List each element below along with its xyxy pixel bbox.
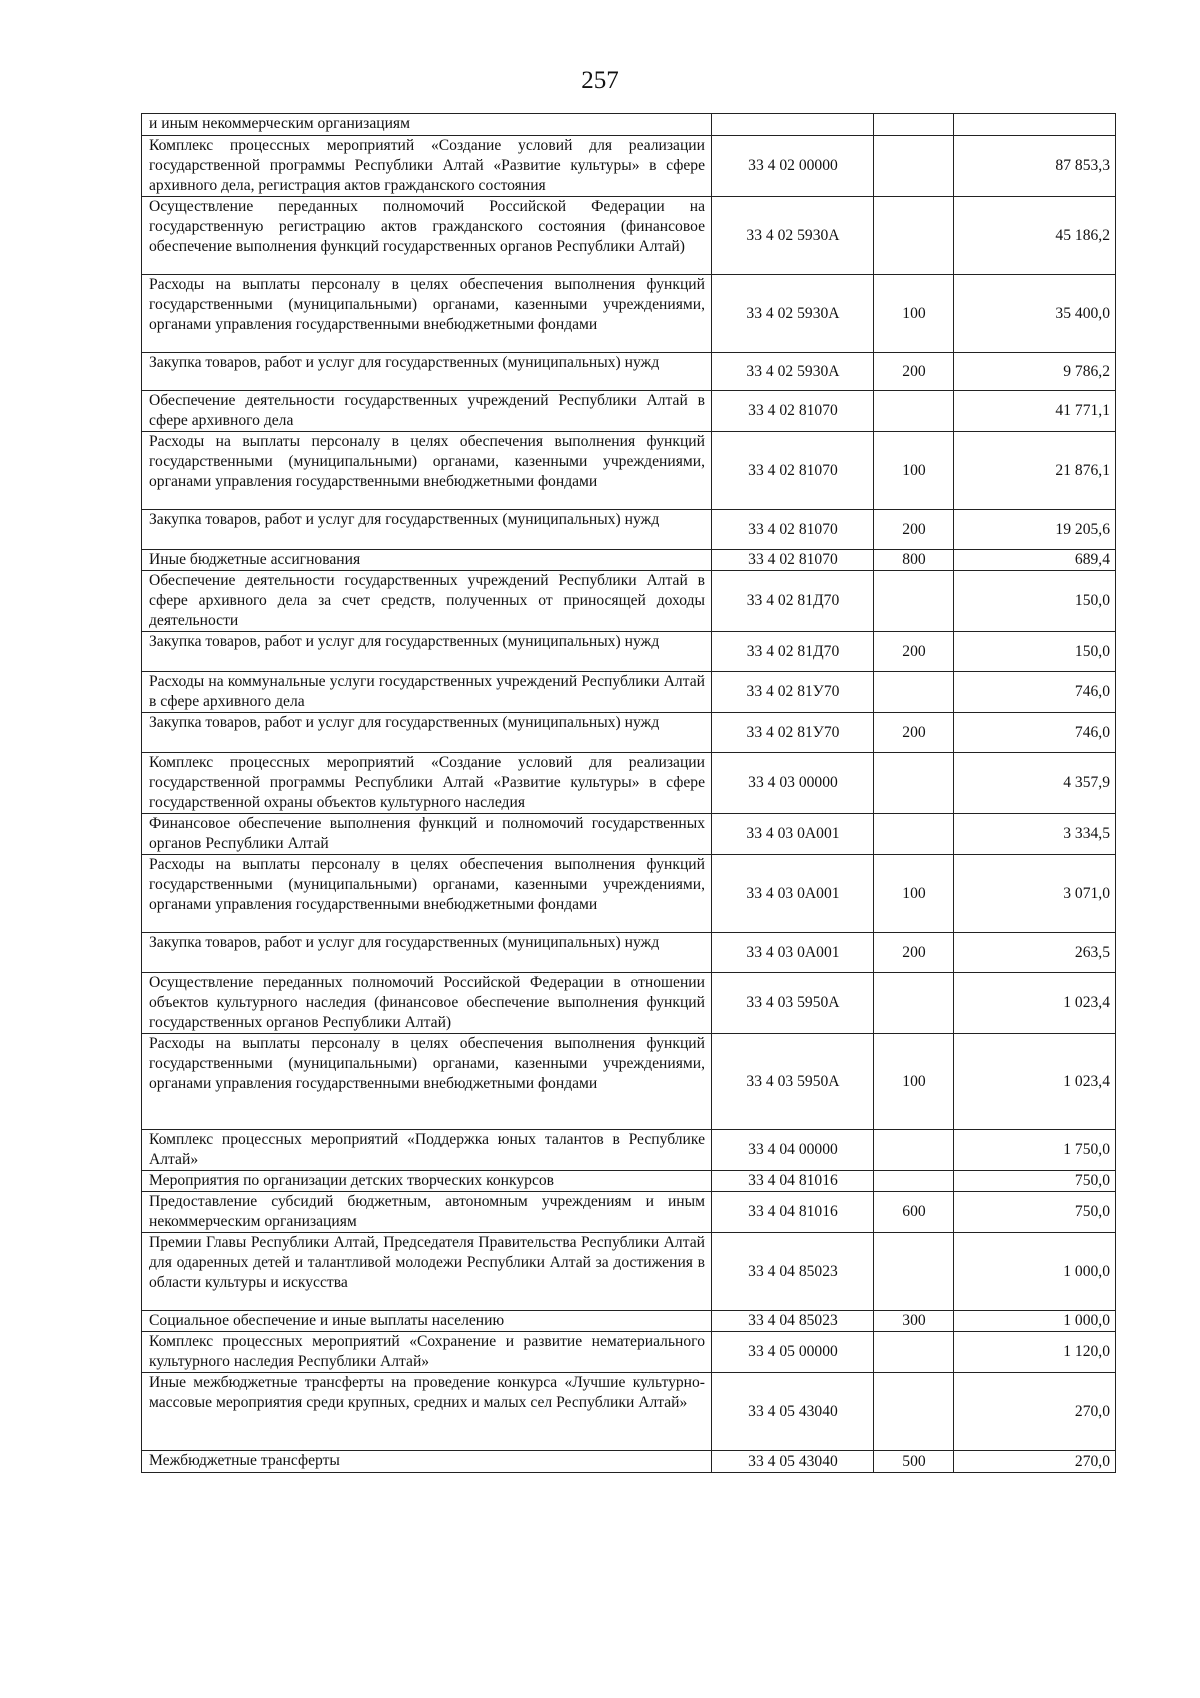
row-budget-code: 33 4 05 00000: [712, 1332, 874, 1373]
row-budget-code: 33 4 03 00000: [712, 753, 874, 814]
row-description: Осуществление переданных полномочий Российской Федерации на государственную регистрацию актов гражданского состояния (финансовое обеспечение выполнения функций государственных органов Республики Алтай): [142, 197, 712, 275]
table-row: [142, 753, 1116, 814]
row-amount: 1 000,0: [954, 1233, 1116, 1311]
row-description: Иные межбюджетные трансферты на проведение конкурса «Лучшие культурно-массовые мероприятия среди крупных, средних и малых сел Республики Алтай»: [142, 1373, 712, 1451]
table-row: [142, 1233, 1116, 1311]
row-amount: 150,0: [954, 571, 1116, 632]
row-description: Иные бюджетные ассигнования: [142, 550, 712, 571]
row-amount: 270,0: [954, 1451, 1116, 1473]
row-description: Комплекс процессных мероприятий «Создание условий для реализации государственной программы Республики Алтай «Развитие культуры» в сфере архивного дела, регистрация актов гражданского состояния: [142, 136, 712, 197]
row-description: Премии Главы Республики Алтай, Председателя Правительства Республики Алтай для одаренных детей и талантливой молодежи Республики Алтай за достижения в области культуры и искусства: [142, 1233, 712, 1311]
row-budget-code: 33 4 02 5930А: [712, 353, 874, 391]
row-expense-type: [874, 571, 954, 632]
row-budget-code: 33 4 02 81Д70: [712, 571, 874, 632]
table-row: [142, 973, 1116, 1034]
page-number: 257: [581, 67, 619, 94]
row-description: Расходы на выплаты персоналу в целях обеспечения выполнения функций государственными (муниципальными) органами, казенными учреждениями, органами управления государственными внебюджетными фондами: [142, 1034, 712, 1130]
row-description: Обеспечение деятельности государственных учреждений Республики Алтай в сфере архивного дела: [142, 391, 712, 432]
row-description: Комплекс процессных мероприятий «Создание условий для реализации государственной программы Республики Алтай «Развитие культуры» в сфере государственной охраны объектов культурного наследия: [142, 753, 712, 814]
row-expense-type: [874, 1171, 954, 1192]
row-description: Закупка товаров, работ и услуг для государственных (муниципальных) нужд: [142, 713, 712, 753]
row-budget-code: 33 4 03 5950А: [712, 1034, 874, 1130]
row-description: Расходы на выплаты персоналу в целях обеспечения выполнения функций государственными (муниципальными) органами, казенными учреждениями, органами управления государственными внебюджетными фондами: [142, 432, 712, 510]
row-budget-code: 33 4 03 0А001: [712, 855, 874, 933]
table-row: [142, 672, 1116, 713]
row-budget-code: 33 4 02 81070: [712, 510, 874, 550]
row-expense-type: 100: [874, 275, 954, 353]
budget-table-body: [142, 114, 1116, 1473]
table-row: [142, 432, 1116, 510]
row-expense-type: 600: [874, 1192, 954, 1233]
row-expense-type: [874, 753, 954, 814]
table-row: [142, 571, 1116, 632]
row-expense-type: 200: [874, 353, 954, 391]
row-budget-code: 33 4 05 43040: [712, 1373, 874, 1451]
row-description: и иным некоммерческим организациям: [142, 114, 712, 136]
table-row: [142, 550, 1116, 571]
table-row: [142, 114, 1116, 136]
row-amount: 87 853,3: [954, 136, 1116, 197]
table-row: [142, 1451, 1116, 1473]
row-amount: 1 750,0: [954, 1130, 1116, 1171]
table-row: [142, 275, 1116, 353]
row-description: Предоставление субсидий бюджетным, автономным учреждениям и иным некоммерческим организациям: [142, 1192, 712, 1233]
row-amount: 746,0: [954, 713, 1116, 753]
row-expense-type: [874, 1130, 954, 1171]
row-amount: 4 357,9: [954, 753, 1116, 814]
table-row: [142, 713, 1116, 753]
row-budget-code: 33 4 02 81070: [712, 391, 874, 432]
row-amount: 21 876,1: [954, 432, 1116, 510]
row-expense-type: [874, 1332, 954, 1373]
table-row: [142, 1332, 1116, 1373]
row-budget-code: 33 4 03 5950А: [712, 973, 874, 1034]
row-expense-type: [874, 814, 954, 855]
row-expense-type: 100: [874, 1034, 954, 1130]
row-amount: 1 000,0: [954, 1311, 1116, 1332]
row-amount: 9 786,2: [954, 353, 1116, 391]
row-expense-type: [874, 136, 954, 197]
row-amount: 3 334,5: [954, 814, 1116, 855]
row-budget-code: 33 4 02 5930А: [712, 275, 874, 353]
row-expense-type: 200: [874, 510, 954, 550]
row-amount: 150,0: [954, 632, 1116, 672]
table-row: [142, 136, 1116, 197]
row-expense-type: 100: [874, 855, 954, 933]
row-expense-type: [874, 197, 954, 275]
row-budget-code: 33 4 02 5930А: [712, 197, 874, 275]
row-amount: 3 071,0: [954, 855, 1116, 933]
row-budget-code: 33 4 02 81070: [712, 550, 874, 571]
table-row: [142, 353, 1116, 391]
row-amount: 689,4: [954, 550, 1116, 571]
row-amount: 19 205,6: [954, 510, 1116, 550]
row-description: Закупка товаров, работ и услуг для государственных (муниципальных) нужд: [142, 933, 712, 973]
row-amount: 750,0: [954, 1171, 1116, 1192]
row-budget-code: 33 4 02 81Д70: [712, 632, 874, 672]
table-row: [142, 1192, 1116, 1233]
row-budget-code: 33 4 04 81016: [712, 1192, 874, 1233]
table-row: [142, 933, 1116, 973]
row-budget-code: 33 4 04 00000: [712, 1130, 874, 1171]
table-row: [142, 632, 1116, 672]
budget-table: [141, 113, 1116, 1473]
row-amount: 746,0: [954, 672, 1116, 713]
row-description: Комплекс процессных мероприятий «Поддержка юных талантов в Республике Алтай»: [142, 1130, 712, 1171]
row-amount: 41 771,1: [954, 391, 1116, 432]
table-row: [142, 510, 1116, 550]
row-expense-type: [874, 114, 954, 136]
row-expense-type: 800: [874, 550, 954, 571]
row-description: Расходы на выплаты персоналу в целях обеспечения выполнения функций государственными (муниципальными) органами, казенными учреждениями, органами управления государственными внебюджетными фондами: [142, 855, 712, 933]
row-budget-code: 33 4 02 00000: [712, 136, 874, 197]
row-budget-code: 33 4 04 85023: [712, 1233, 874, 1311]
row-budget-code: 33 4 02 81У70: [712, 713, 874, 753]
row-expense-type: 200: [874, 632, 954, 672]
row-amount: 35 400,0: [954, 275, 1116, 353]
table-row: [142, 814, 1116, 855]
table-row: [142, 1373, 1116, 1451]
row-amount: 1 120,0: [954, 1332, 1116, 1373]
row-description: Социальное обеспечение и иные выплаты населению: [142, 1311, 712, 1332]
row-amount: 45 186,2: [954, 197, 1116, 275]
row-budget-code: 33 4 02 81У70: [712, 672, 874, 713]
row-description: Осуществление переданных полномочий Российской Федерации в отношении объектов культурного наследия (финансовое обеспечение выполнения функций государственных органов Республики Алтай): [142, 973, 712, 1034]
row-expense-type: 300: [874, 1311, 954, 1332]
row-expense-type: 100: [874, 432, 954, 510]
row-amount: 263,5: [954, 933, 1116, 973]
table-row: [142, 1311, 1116, 1332]
row-amount: [954, 114, 1116, 136]
row-expense-type: 200: [874, 713, 954, 753]
table-row: [142, 1130, 1116, 1171]
row-description: Финансовое обеспечение выполнения функций и полномочий государственных органов Республики Алтай: [142, 814, 712, 855]
table-row: [142, 391, 1116, 432]
row-description: Межбюджетные трансферты: [142, 1451, 712, 1473]
row-description: Закупка товаров, работ и услуг для государственных (муниципальных) нужд: [142, 510, 712, 550]
row-description: Обеспечение деятельности государственных учреждений Республики Алтай в сфере архивного дела за счет средств, полученных от приносящей доходы деятельности: [142, 571, 712, 632]
row-amount: 1 023,4: [954, 973, 1116, 1034]
row-amount: 270,0: [954, 1373, 1116, 1451]
row-expense-type: [874, 973, 954, 1034]
table-row: [142, 1171, 1116, 1192]
table-row: [142, 1034, 1116, 1130]
row-amount: 750,0: [954, 1192, 1116, 1233]
table-row: [142, 197, 1116, 275]
row-description: Мероприятия по организации детских творческих конкурсов: [142, 1171, 712, 1192]
row-description: Расходы на выплаты персоналу в целях обеспечения выполнения функций государственными (муниципальными) органами, казенными учреждениями, органами управления государственными внебюджетными фондами: [142, 275, 712, 353]
row-description: Комплекс процессных мероприятий «Сохранение и развитие нематериального культурного наследия Республики Алтай»: [142, 1332, 712, 1373]
row-expense-type: [874, 1233, 954, 1311]
row-amount: 1 023,4: [954, 1034, 1116, 1130]
row-budget-code: 33 4 05 43040: [712, 1451, 874, 1473]
row-expense-type: [874, 391, 954, 432]
row-budget-code: 33 4 03 0А001: [712, 933, 874, 973]
row-expense-type: [874, 672, 954, 713]
row-description: Закупка товаров, работ и услуг для государственных (муниципальных) нужд: [142, 353, 712, 391]
row-description: Закупка товаров, работ и услуг для государственных (муниципальных) нужд: [142, 632, 712, 672]
row-description: Расходы на коммунальные услуги государственных учреждений Республики Алтай в сфере архивного дела: [142, 672, 712, 713]
row-budget-code: 33 4 03 0А001: [712, 814, 874, 855]
row-budget-code: 33 4 02 81070: [712, 432, 874, 510]
row-budget-code: 33 4 04 81016: [712, 1171, 874, 1192]
row-expense-type: [874, 1373, 954, 1451]
row-budget-code: 33 4 04 85023: [712, 1311, 874, 1332]
row-expense-type: 500: [874, 1451, 954, 1473]
row-expense-type: 200: [874, 933, 954, 973]
table-row: [142, 855, 1116, 933]
row-budget-code: [712, 114, 874, 136]
